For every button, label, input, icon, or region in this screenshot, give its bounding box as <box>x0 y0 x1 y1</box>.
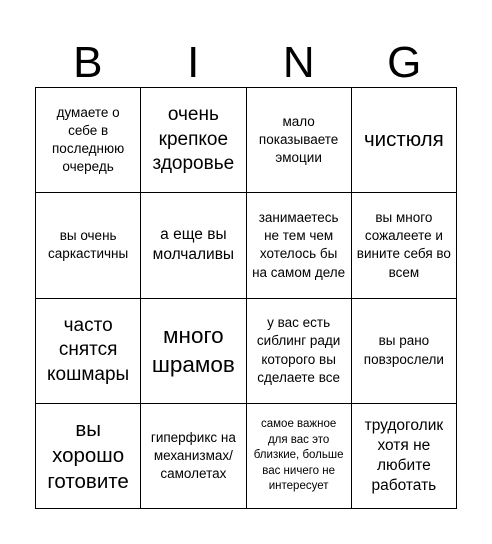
bingo-cell-text: самое важное для вас это близкие, больше вас ничего не интересует <box>253 418 344 493</box>
bingo-cell[interactable] <box>141 404 246 509</box>
bingo-cell-text: вы хорошо готовите <box>47 417 129 493</box>
bingo-grid <box>35 87 457 509</box>
bingo-cell-text: думаете о себе в последнюю очередь <box>52 104 125 175</box>
bingo-cell[interactable] <box>247 404 352 509</box>
bingo-cell-text: а еще вы молчаливы <box>152 226 235 264</box>
bingo-cell[interactable] <box>141 299 246 404</box>
bingo-cell[interactable] <box>352 193 457 298</box>
bingo-cell-text: вы рано повзрослели <box>363 333 444 367</box>
header-letter-i: I <box>187 38 200 87</box>
bingo-cell[interactable] <box>141 88 246 193</box>
header-letter-n: N <box>282 38 315 87</box>
bingo-cell[interactable] <box>36 299 141 404</box>
bingo-cell[interactable] <box>36 193 141 298</box>
bingo-cell-text: много шрамов <box>151 322 235 377</box>
bingo-cell[interactable] <box>247 88 352 193</box>
bingo-cell-text: занимаетесь не тем чем хотелось бы на самом деле <box>252 209 346 280</box>
bingo-cell-text: очень крепкое здоровье <box>152 104 235 175</box>
bingo-cell[interactable] <box>36 88 141 193</box>
bingo-cell-text: часто снятся кошмары <box>47 314 130 385</box>
bingo-cell-text: мало показываете эмоции <box>258 113 339 166</box>
bingo-cell-text: вы много сожалеете и вините себя во всем <box>356 209 451 280</box>
bingo-cell-text: гиперфикс на механизмах/самолетах <box>150 429 236 481</box>
bingo-cell[interactable] <box>352 88 457 193</box>
bingo-header <box>35 38 457 88</box>
bingo-cell[interactable] <box>247 193 352 298</box>
bingo-cell[interactable] <box>352 299 457 404</box>
bingo-cell-text: чистюля <box>363 128 444 151</box>
bingo-cell-text: трудоголик хотя не любите работать <box>364 416 444 495</box>
bingo-cell[interactable] <box>36 404 141 509</box>
header-letter-g: G <box>387 38 422 87</box>
bingo-cell-text: у вас есть сиблинг ради которого вы сделаете все <box>256 315 341 385</box>
bingo-cell[interactable] <box>352 404 457 509</box>
bingo-cell[interactable] <box>247 299 352 404</box>
bingo-cell-text: вы очень саркастичны <box>48 228 129 262</box>
header-letter-b: B <box>73 38 103 87</box>
bingo-cell[interactable] <box>141 193 246 298</box>
